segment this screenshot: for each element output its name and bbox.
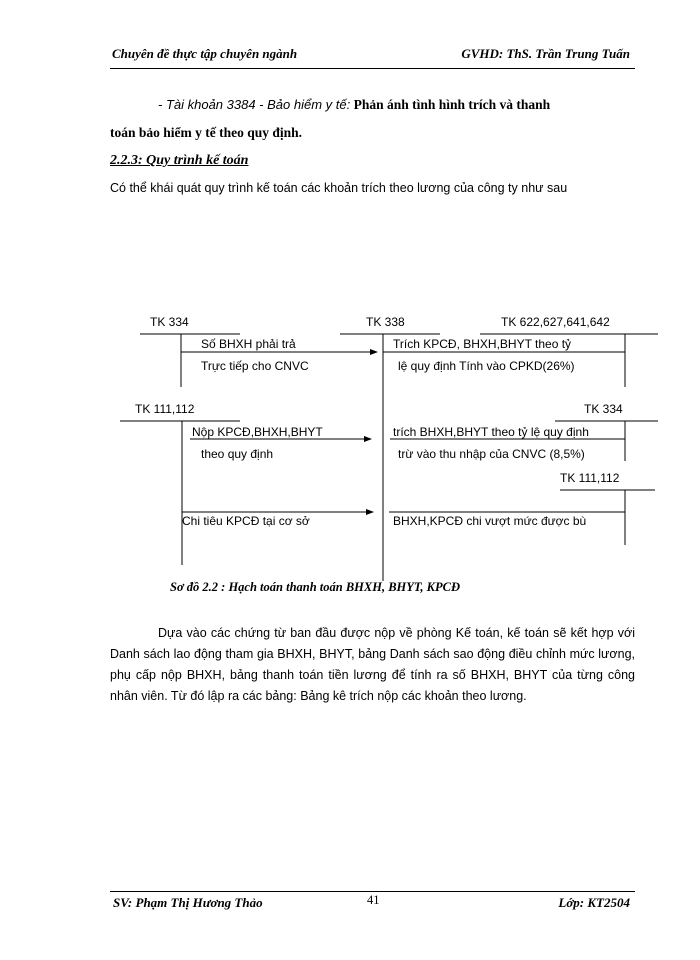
- label-tk111-right: TK 111,112: [560, 471, 620, 485]
- entry-e5: Chi tiêu KPCĐ tại cơ sở: [182, 514, 310, 528]
- intro-line-2: toán bảo hiểm y tế theo quy định.: [110, 125, 303, 140]
- intro-description: Phản ánh tình hình trích và thanh: [350, 97, 551, 112]
- entry-e4-line2: trừ vào thu nhập của CNVC (8,5%): [398, 447, 585, 461]
- header-course-title: Chuyên đề thực tập chuyên ngành: [112, 46, 298, 61]
- entry-e2-line2: lệ quy định Tính vào CPKD(26%): [398, 359, 575, 373]
- diagram-caption: Sơ đồ 2.2 : Hạch toán thanh toán BHXH, BHYT, KPCĐ: [170, 580, 460, 594]
- body-paragraph: Dựa vào các chứng từ ban đầu được nộp về phòng Kế toán, kế toán sẽ kết hợp với Danh sách lao động tham gia BHXH, BHYT, bảng Danh sách sao động điều chỉnh mức lương, phụ cấp nộp BHXH, bảng thanh toán tiền lương để tính ra số BHXH, BHYT của từng công nhân viên. Từ đó lập ra các bảng: Bảng kê trích nộp các khoản theo lương.: [110, 626, 635, 703]
- entry-e4-line1: trích BHXH,BHYT theo tỷ lệ quy định: [393, 425, 589, 439]
- section-heading: 2.2.3: Quy trình kế toán: [110, 153, 249, 168]
- label-tk111-left: TK 111,112: [135, 402, 195, 416]
- page-number: 41: [367, 893, 380, 907]
- intro-account-label: - Tài khoản 3384 - Bảo hiểm y tế:: [158, 97, 351, 112]
- entry-e1-line1: Số BHXH phải trả: [201, 337, 296, 351]
- entry-e3-line2: theo quy định: [201, 447, 274, 461]
- entry-e6: BHXH,KPCĐ chi vượt mức được bù: [393, 514, 587, 528]
- section-lead: Có thể khái quát quy trình kế toán các khoản trích theo lương của công ty như sau: [110, 181, 568, 195]
- entry-e2-line1: Trích KPCĐ, BHXH,BHYT theo tỷ: [393, 337, 572, 351]
- footer-rule: [110, 891, 635, 892]
- header-advisor: GVHD: ThS. Trần Trung Tuấn: [461, 46, 630, 61]
- entry-e3-line1: Nộp KPCĐ,BHXH,BHYT: [192, 425, 323, 439]
- footer-class: Lớp: KT2504: [558, 895, 630, 910]
- label-tk622: TK 622,627,641,642: [501, 315, 610, 329]
- entry-e1-line2: Trực tiếp cho CNVC: [201, 359, 309, 373]
- label-tk334-right: TK 334: [584, 402, 623, 416]
- label-tk338: TK 338: [366, 315, 405, 329]
- label-tk334-top: TK 334: [150, 315, 189, 329]
- footer-student: SV: Phạm Thị Hương Thảo: [113, 895, 263, 910]
